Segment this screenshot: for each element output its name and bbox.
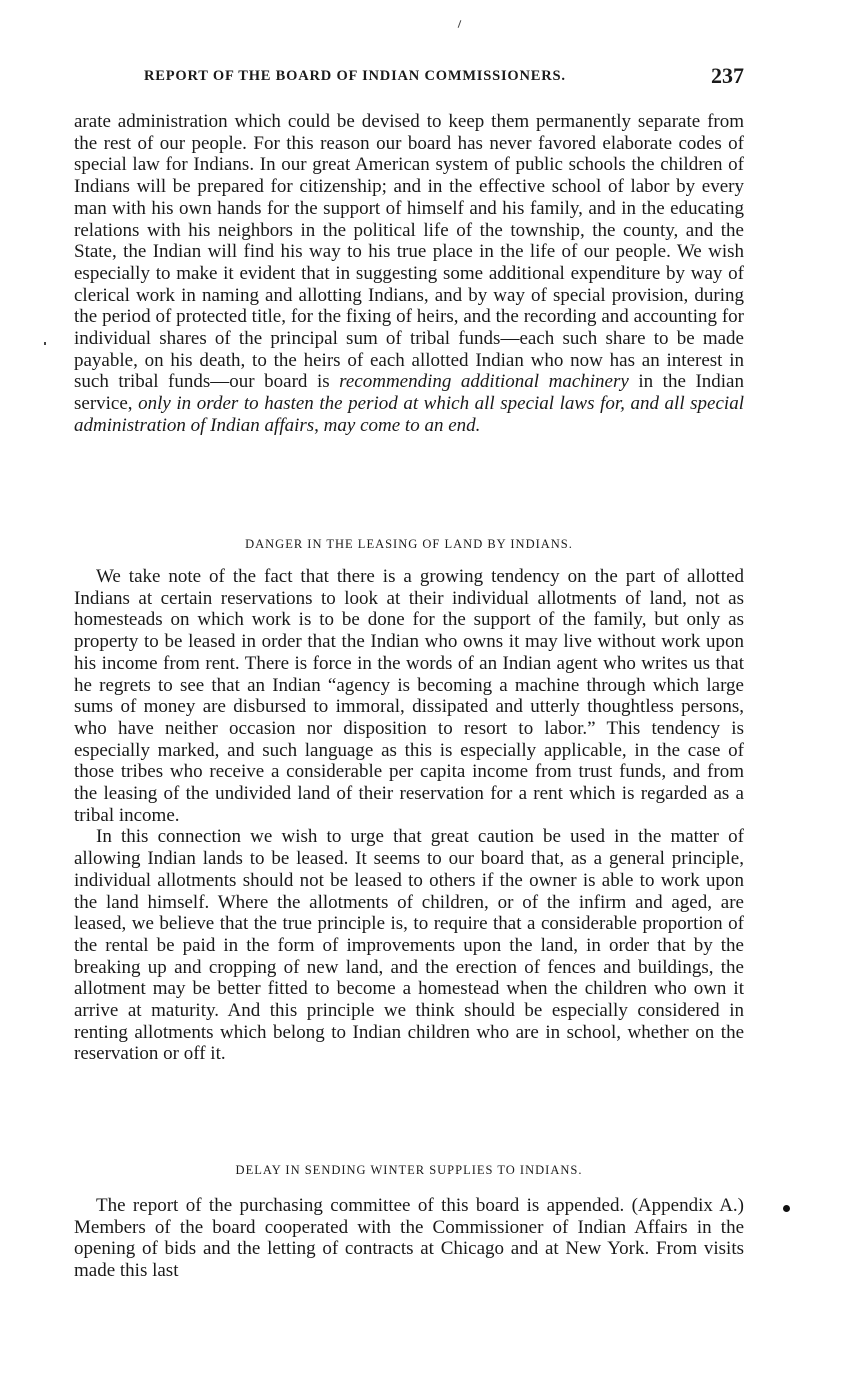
- margin-speck-mark: [44, 342, 46, 345]
- paragraph-leasing-caution: In this connection we wish to urge that great caution be used in the matter of allowing Indian lands to be leased. It seems to our board that, as a general principle, individual allotments should not be leased to others if the owner is able to work upon the land himself. Where the allotments of children, or of the infirm and aged, are leased, we believe that the true principle is, to require that a considerable proportion of the rental be paid in the form of improvements upon the land, in order that by the breaking up and cropping of new land, and the erection of fences and buildings, the allotment may be better fitted to become a homestead when the children who own it arrive at maturity. And this principle we think should be especially considered in renting allotments which belong to Indian children who are in school, whether on the reservation or off it.: [74, 826, 744, 1065]
- section-body-leasing: [74, 566, 744, 1065]
- top-speck-mark: [458, 20, 462, 28]
- section-heading-leasing: DANGER IN THE LEASING OF LAND BY INDIANS.: [245, 537, 573, 551]
- running-header: [74, 63, 744, 90]
- section-heading-winter-supplies: DELAY IN SENDING WINTER SUPPLIES TO INDIANS.: [235, 1163, 583, 1177]
- page-number: 237: [711, 63, 744, 88]
- paragraph-purchasing-committee: The report of the purchasing committee of this board is appended. (Appendix A.) Members of the board cooperated with the Commissioner of Indian Affairs in the opening of bids and the letting of contracts at Chicago and at New York. From visits made this last: [74, 1195, 744, 1282]
- italic-phrase-special-laws: only in order to hasten the period at which all special laws for, and all special administration of Indian affairs: [74, 393, 744, 436]
- paragraph-text-start: arate administration which could be devised to keep them permanently separate from the rest of our people. For this reason our board has never favored elaborate codes of special law for Indians. In our great American system of public schools the children of Indians will be prepared for citizenship; and in the effective school of labor by every man with his own hands for the support of himself and his family, and in the educating relations with his neighbors in the political life of the township, the county, and the State, the Indian will find his way to his true place in the life of our people. We wish especially to make it evident that in suggesting some additional expenditure by way of clerical work in naming and allotting Indians, and by way of special provision, during the period of protected title, for the fixing of heirs, and the recording and accounting for individual shares of the principal sum of tribal funds—each such share to be made payable, on his death, to the heirs of each allotted Indian who now has an interest in such tribal funds—our board is: [74, 111, 744, 393]
- continued-paragraph-block: [74, 111, 744, 437]
- paragraph-text-comma: ,: [314, 414, 324, 436]
- paragraph-leasing-tendency: We take note of the fact that there is a growing tendency on the part of allotted Indians at certain reservations to look at their individual allotments of land, not as homesteads on which work is to be done for the support of the family, but only as property to be leased in order that the Indian who owns it may live without work upon his income from rent. There is force in the words of an Indian agent who writes us that he regrets to see that an Indian “agency is becoming a machine through which large sums of money are disbursed to immoral, dissipated and utterly thoughtless persons, who have neither occasion nor disposition to resort to labor.” This tendency is especially marked, and such language as this is especially applicable, in the case of those tribes who receive a considerable per capita income from trust funds, and from the leasing of the undivided land of their reservation for a rent which is regarded as a tribal income.: [74, 566, 744, 826]
- section-body-winter-supplies: [74, 1195, 744, 1282]
- italic-phrase-machinery: recommending additional machinery: [339, 371, 629, 393]
- running-title: REPORT OF THE BOARD OF INDIAN COMMISSIONERS.: [144, 68, 566, 84]
- paragraph-text-middle: in the Indian service,: [74, 371, 744, 415]
- italic-phrase-end: may come to an end.: [323, 414, 481, 436]
- margin-dot-mark: [783, 1205, 790, 1212]
- continued-paragraph: [74, 111, 744, 437]
